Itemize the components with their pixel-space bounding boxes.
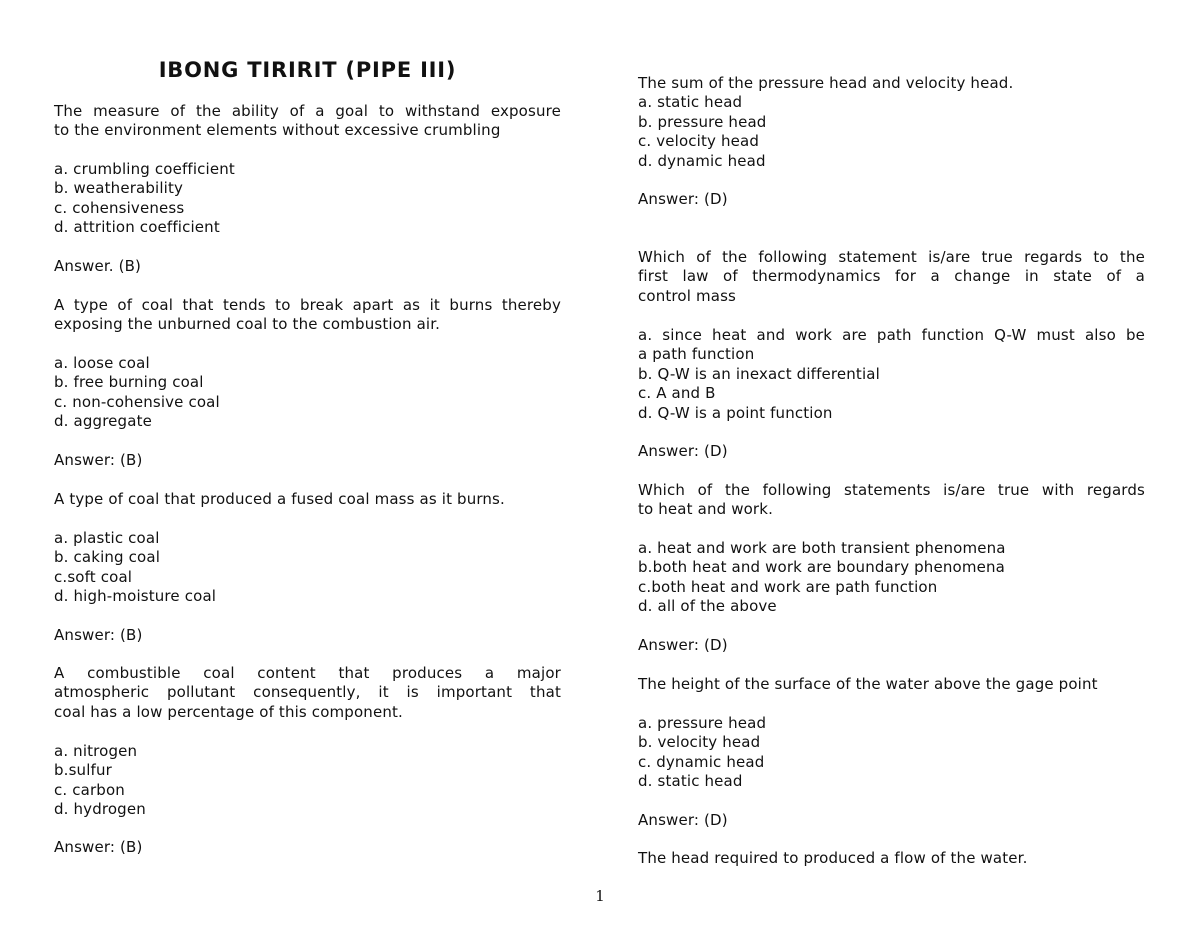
option-a: a. pressure head <box>638 714 767 732</box>
question-stem: exposing the unburned coal to the combustion air. <box>54 315 441 334</box>
option-a: a. heat and work are both transient phenomena <box>638 539 1006 557</box>
answer-text: Answer: (B) <box>54 626 143 644</box>
option-b: b. Q-W is an inexact differential <box>638 364 880 383</box>
option-b: b.both heat and work are boundary phenomena <box>638 558 1005 577</box>
answer-6 <box>638 442 1145 461</box>
question-8 <box>638 675 1145 694</box>
option-c: c.soft coal <box>54 567 133 586</box>
question-stem: Which of the following statements is/are true with regards <box>638 481 1145 499</box>
option-d: d. Q-W is a point function <box>638 403 833 422</box>
page-number: 1 <box>595 887 605 905</box>
options-2 <box>54 354 561 432</box>
answer-text: Answer: (D) <box>638 811 728 829</box>
answer-5 <box>638 190 1145 209</box>
option-a: a path function <box>638 345 755 364</box>
question-stem: to the environment elements without excessive crumbling <box>54 121 501 140</box>
question-2 <box>54 296 561 335</box>
answer-text: Answer: (D) <box>638 636 728 654</box>
question-7 <box>638 481 1145 520</box>
question-stem: The height of the surface of the water above the gage point <box>638 675 1098 693</box>
option-c: c. carbon <box>54 780 125 799</box>
options-1 <box>54 160 561 238</box>
options-6 <box>638 326 1145 423</box>
question-stem: Which of the following statement is/are true regards to the <box>638 248 1145 266</box>
answer-2 <box>54 451 561 470</box>
question-stem: The head required to produced a flow of the water. <box>638 849 1028 867</box>
question-stem: The measure of the ability of a goal to withstand exposure <box>54 102 561 120</box>
question-stem: atmospheric pollutant consequently, it is important that <box>54 683 561 702</box>
answer-1 <box>54 257 561 276</box>
answer-text: Answer: (B) <box>54 451 143 469</box>
options-7 <box>638 539 1145 617</box>
option-d: d. high-moisture coal <box>54 587 217 606</box>
option-b: b. weatherability <box>54 179 184 198</box>
option-c: c.both heat and work are path function <box>638 577 938 596</box>
option-d: d. aggregate <box>54 412 152 431</box>
question-6 <box>638 248 1145 306</box>
option-d: d. attrition coefficient <box>54 218 220 237</box>
question-stem: to heat and work. <box>638 500 774 519</box>
option-a: a. since heat and work are path function Q-W must also be <box>638 326 1145 344</box>
option-a: a. crumbling coefficient <box>54 160 235 178</box>
answer-7 <box>638 636 1145 655</box>
question-stem: The sum of the pressure head and velocity head. <box>638 74 1014 92</box>
answer-3 <box>54 626 561 645</box>
answer-8 <box>638 811 1145 830</box>
option-d: d. hydrogen <box>54 800 146 819</box>
answer-text: Answer. (B) <box>54 257 142 275</box>
option-c: c. A and B <box>638 384 716 403</box>
option-c: c. dynamic head <box>638 752 765 771</box>
option-d: d. static head <box>638 772 743 791</box>
options-4 <box>54 742 561 820</box>
option-b: b. caking coal <box>54 548 161 567</box>
option-d: d. dynamic head <box>638 151 766 170</box>
option-d: d. all of the above <box>638 597 777 616</box>
option-b: b. pressure head <box>638 112 767 131</box>
answer-text: Answer: (D) <box>638 190 728 208</box>
question-3 <box>54 490 561 509</box>
question-stem: control mass <box>638 286 736 305</box>
question-9 <box>638 849 1145 868</box>
option-c: c. non-cohensive coal <box>54 392 220 411</box>
answer-4 <box>54 838 561 857</box>
option-a: a. static head <box>638 93 743 112</box>
question-stem: first law of thermodynamics for a change in state of a <box>638 267 1145 286</box>
page-title: IBONG TIRIRIT (PIPE III) <box>158 58 457 82</box>
option-b: b. velocity head <box>638 733 761 752</box>
option-b: b.sulfur <box>54 761 112 780</box>
question-stem: A type of coal that produced a fused coal mass as it burns. <box>54 490 505 508</box>
option-b: b. free burning coal <box>54 373 204 392</box>
options-8 <box>638 714 1145 792</box>
option-c: c. velocity head <box>638 132 760 151</box>
answer-text: Answer: (B) <box>54 838 143 856</box>
options-3 <box>54 529 561 607</box>
option-a: a. nitrogen <box>54 742 138 760</box>
option-c: c. cohensiveness <box>54 198 185 217</box>
question-1 <box>54 102 561 141</box>
question-stem: A type of coal that tends to break apart as it burns thereby <box>54 296 561 314</box>
question-4 <box>54 664 561 722</box>
question-5 <box>638 74 1145 171</box>
question-stem: coal has a low percentage of this component. <box>54 702 403 721</box>
question-stem: A combustible coal content that produces a major <box>54 664 561 682</box>
answer-text: Answer: (D) <box>638 442 728 460</box>
option-a: a. plastic coal <box>54 529 160 547</box>
option-a: a. loose coal <box>54 354 150 372</box>
